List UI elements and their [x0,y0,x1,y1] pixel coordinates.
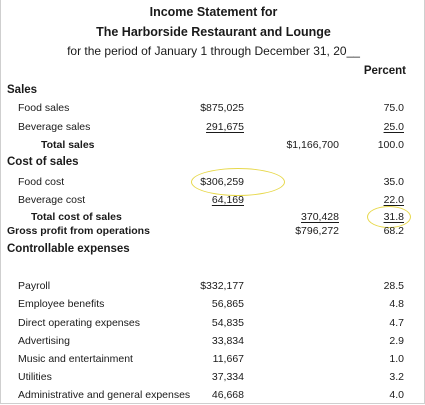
food-sales-pct: 75.0 [383,102,404,114]
beverage-cost-label: Beverage cost [18,194,86,206]
food-cost-label: Food cost [18,176,65,188]
food-cost-amount: $306,259 [200,176,244,188]
expense-pct: 4.7 [389,317,404,329]
expense-amount: $332,177 [200,280,244,292]
total-cost-of-sales-label: Total cost of sales [31,211,122,223]
statement-period: for the period of January 1 through December 31, 20__ [67,44,360,58]
gross-profit-pct: 68.2 [383,225,404,237]
expense-pct: 4.8 [389,298,404,310]
statement-title: Income Statement for [149,5,278,19]
beverage-sales-amount: 291,675 [206,121,244,133]
expense-label: Direct operating expenses [18,317,140,329]
total-cost-of-sales-pct: 31.8 [383,211,404,223]
company-name: The Harborside Restaurant and Lounge [96,25,331,39]
expense-pct: 3.2 [389,371,404,383]
expense-label: Utilities [18,371,52,383]
food-sales-label: Food sales [18,102,70,114]
beverage-sales-pct: 25.0 [383,121,404,133]
food-cost-pct: 35.0 [383,176,404,188]
expense-label: Payroll [18,280,51,292]
total-cost-of-sales-amount: 370,428 [301,211,339,223]
percent-column-header: Percent [363,65,406,77]
food-sales-amount: $875,025 [200,102,244,114]
beverage-cost-pct: 22.0 [383,194,404,206]
expense-amount: 37,334 [211,371,244,383]
expense-amount: 33,834 [211,335,244,347]
expense-pct: 4.0 [389,389,404,401]
gross-profit-amount: $796,272 [295,225,339,237]
total-sales-pct: 100.0 [377,139,404,151]
beverage-cost-amount: 64,169 [211,194,244,206]
expense-label: Employee benefits [18,298,105,310]
controllable-expenses-heading: Controllable expenses [7,243,130,255]
expense-amount: 54,835 [211,317,244,329]
gross-profit-label: Gross profit from operations [7,225,150,237]
expense-amount: 46,668 [211,389,244,401]
expense-label: Advertising [18,335,70,347]
expense-pct: 2.9 [389,335,404,347]
beverage-sales-label: Beverage sales [18,121,91,133]
expense-pct: 1.0 [389,353,404,365]
expense-label: Administrative and general expenses [18,389,191,401]
total-sales-label: Total sales [41,139,95,151]
cost-of-sales-heading: Cost of sales [7,156,79,168]
total-sales-amount: $1,166,700 [286,139,339,151]
expense-amount: 56,865 [211,298,244,310]
expense-amount: 11,667 [212,353,244,365]
expense-pct: 28.5 [383,280,404,292]
expense-label: Music and entertainment [18,353,133,365]
sales-heading: Sales [7,84,38,96]
